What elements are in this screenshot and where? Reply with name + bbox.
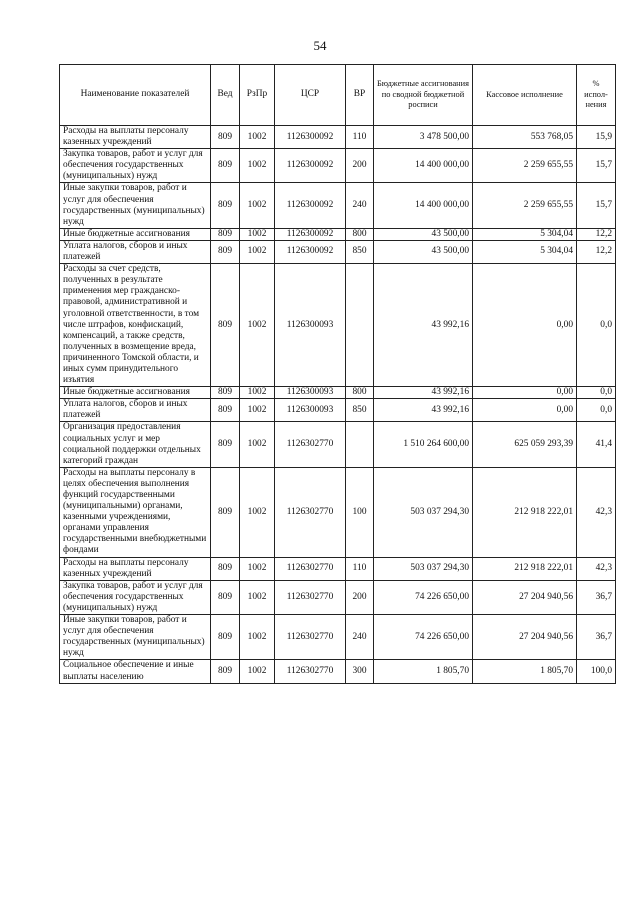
- row-name: Иные бюджетные ассигнования: [60, 387, 211, 399]
- row-rzpr: 1002: [240, 615, 275, 660]
- row-ved: 809: [211, 387, 240, 399]
- row-ved: 809: [211, 399, 240, 422]
- row-name: Закупка товаров, работ и услуг для обеспечения государственных (муниципальных) нужд: [60, 580, 211, 614]
- row-ved: 809: [211, 580, 240, 614]
- row-pct: 36,7: [577, 615, 616, 660]
- row-ved: 809: [211, 228, 240, 240]
- row-pct: 15,9: [577, 126, 616, 149]
- row-name: Расходы на выплаты персоналу казенных учреждений: [60, 557, 211, 580]
- row-name: Расходы на выплаты персоналу в целях обеспечения выполнения функций государственными (муниципальными) органами, казенными учреждениями, органами управления государственными внебюджетными фондами: [60, 467, 211, 557]
- header-vr: ВР: [346, 65, 374, 126]
- table-row: [60, 264, 616, 387]
- row-budget: 74 226 650,00: [374, 580, 473, 614]
- row-vr: 110: [346, 557, 374, 580]
- row-name: Закупка товаров, работ и услуг для обеспечения государственных (муниципальных) нужд: [60, 149, 211, 183]
- row-vr: 300: [346, 660, 374, 683]
- row-pct: 15,7: [577, 149, 616, 183]
- budget-execution-table: [59, 64, 616, 684]
- row-ved: 809: [211, 467, 240, 557]
- row-rzpr: 1002: [240, 580, 275, 614]
- table-row: [60, 399, 616, 422]
- row-vr: 800: [346, 387, 374, 399]
- row-pct: 12,2: [577, 240, 616, 263]
- row-csr: 1126300092: [275, 149, 346, 183]
- page-number: 54: [313, 38, 327, 53]
- row-pct: 100,0: [577, 660, 616, 683]
- row-rzpr: 1002: [240, 149, 275, 183]
- row-vr: [346, 264, 374, 387]
- row-cash: 1 805,70: [473, 660, 577, 683]
- row-vr: 240: [346, 615, 374, 660]
- row-cash: 553 768,05: [473, 126, 577, 149]
- row-rzpr: 1002: [240, 422, 275, 467]
- row-rzpr: 1002: [240, 467, 275, 557]
- row-ved: 809: [211, 615, 240, 660]
- row-csr: 1126302770: [275, 422, 346, 467]
- row-cash: 0,00: [473, 399, 577, 422]
- row-cash: 212 918 222,01: [473, 467, 577, 557]
- header-pct: % испол-нения: [577, 65, 616, 126]
- row-budget: 43 500,00: [374, 240, 473, 263]
- row-vr: 850: [346, 240, 374, 263]
- row-rzpr: 1002: [240, 660, 275, 683]
- row-name: Организация предоставления социальных услуг и мер социальной поддержки отдельных категорий граждан: [60, 422, 211, 467]
- row-budget: 3 478 500,00: [374, 126, 473, 149]
- header-ved: Вед: [211, 65, 240, 126]
- row-budget: 43 992,16: [374, 264, 473, 387]
- row-ved: 809: [211, 422, 240, 467]
- row-rzpr: 1002: [240, 240, 275, 263]
- row-ved: 809: [211, 557, 240, 580]
- row-vr: 200: [346, 149, 374, 183]
- row-cash: 27 204 940,56: [473, 615, 577, 660]
- row-csr: 1126300093: [275, 264, 346, 387]
- table-row: [60, 422, 616, 467]
- row-rzpr: 1002: [240, 126, 275, 149]
- row-name: Расходы за счет средств, полученных в результате применения мер гражданско-правовой, административной и уголовной ответственности, в том числе штрафов, конфискаций, компенсаций, а также средств, полученных в возмещение вреда, причиненного Томской области, и иных сумм принудительного изъятия: [60, 264, 211, 387]
- row-pct: 42,3: [577, 467, 616, 557]
- row-budget: 43 992,16: [374, 387, 473, 399]
- row-name: Социальное обеспечение и иные выплаты населению: [60, 660, 211, 683]
- row-csr: 1126300092: [275, 183, 346, 228]
- row-csr: 1126302770: [275, 615, 346, 660]
- row-pct: 36,7: [577, 580, 616, 614]
- row-cash: 2 259 655,55: [473, 149, 577, 183]
- row-budget: 503 037 294,30: [374, 467, 473, 557]
- table-row: [60, 126, 616, 149]
- row-csr: 1126302770: [275, 467, 346, 557]
- header-name: Наименование показателей: [60, 65, 211, 126]
- row-cash: 0,00: [473, 387, 577, 399]
- row-name: Расходы на выплаты персоналу казенных учреждений: [60, 126, 211, 149]
- row-pct: 0,0: [577, 399, 616, 422]
- row-name: Иные бюджетные ассигнования: [60, 228, 211, 240]
- table-row: [60, 557, 616, 580]
- table-row: [60, 660, 616, 683]
- table-row: [60, 228, 616, 240]
- row-pct: 15,7: [577, 183, 616, 228]
- row-csr: 1126302770: [275, 557, 346, 580]
- row-cash: 2 259 655,55: [473, 183, 577, 228]
- row-budget: 1 510 264 600,00: [374, 422, 473, 467]
- table-row: [60, 580, 616, 614]
- row-cash: 0,00: [473, 264, 577, 387]
- header-rzpr: РзПр: [240, 65, 275, 126]
- row-budget: 43 500,00: [374, 228, 473, 240]
- table-row: [60, 240, 616, 263]
- row-pct: 41,4: [577, 422, 616, 467]
- table-row: [60, 387, 616, 399]
- table-body: [60, 126, 616, 684]
- header-budget: Бюджетные ассигнования по сводной бюджетной росписи: [374, 65, 473, 126]
- row-rzpr: 1002: [240, 228, 275, 240]
- row-budget: 503 037 294,30: [374, 557, 473, 580]
- row-pct: 0,0: [577, 264, 616, 387]
- row-name: Уплата налогов, сборов и иных платежей: [60, 399, 211, 422]
- header-cash: Кассовое исполнение: [473, 65, 577, 126]
- row-vr: 200: [346, 580, 374, 614]
- row-cash: 5 304,04: [473, 228, 577, 240]
- row-rzpr: 1002: [240, 387, 275, 399]
- table-row: [60, 183, 616, 228]
- row-ved: 809: [211, 183, 240, 228]
- row-csr: 1126302770: [275, 660, 346, 683]
- row-rzpr: 1002: [240, 183, 275, 228]
- row-vr: 110: [346, 126, 374, 149]
- row-vr: 100: [346, 467, 374, 557]
- row-ved: 809: [211, 149, 240, 183]
- row-budget: 14 400 000,00: [374, 149, 473, 183]
- row-budget: 1 805,70: [374, 660, 473, 683]
- row-cash: 212 918 222,01: [473, 557, 577, 580]
- row-cash: 5 304,04: [473, 240, 577, 263]
- header-csr: ЦСР: [275, 65, 346, 126]
- row-ved: 809: [211, 660, 240, 683]
- row-csr: 1126302770: [275, 580, 346, 614]
- row-name: Уплата налогов, сборов и иных платежей: [60, 240, 211, 263]
- row-budget: 74 226 650,00: [374, 615, 473, 660]
- row-rzpr: 1002: [240, 264, 275, 387]
- row-cash: 625 059 293,39: [473, 422, 577, 467]
- row-ved: 809: [211, 240, 240, 263]
- table-row: [60, 149, 616, 183]
- row-rzpr: 1002: [240, 399, 275, 422]
- row-csr: 1126300093: [275, 387, 346, 399]
- row-budget: 43 992,16: [374, 399, 473, 422]
- row-vr: 240: [346, 183, 374, 228]
- table-header-row: [60, 65, 616, 126]
- row-vr: 850: [346, 399, 374, 422]
- row-name: Иные закупки товаров, работ и услуг для обеспечения государственных (муниципальных) нужд: [60, 615, 211, 660]
- row-pct: 0,0: [577, 387, 616, 399]
- row-pct: 12,2: [577, 228, 616, 240]
- row-csr: 1126300092: [275, 126, 346, 149]
- row-budget: 14 400 000,00: [374, 183, 473, 228]
- row-cash: 27 204 940,56: [473, 580, 577, 614]
- row-ved: 809: [211, 264, 240, 387]
- row-csr: 1126300092: [275, 240, 346, 263]
- table-row: [60, 467, 616, 557]
- row-pct: 42,3: [577, 557, 616, 580]
- row-vr: 800: [346, 228, 374, 240]
- row-csr: 1126300093: [275, 399, 346, 422]
- table-row: [60, 615, 616, 660]
- row-rzpr: 1002: [240, 557, 275, 580]
- row-ved: 809: [211, 126, 240, 149]
- row-csr: 1126300092: [275, 228, 346, 240]
- row-vr: [346, 422, 374, 467]
- row-name: Иные закупки товаров, работ и услуг для обеспечения государственных (муниципальных) нужд: [60, 183, 211, 228]
